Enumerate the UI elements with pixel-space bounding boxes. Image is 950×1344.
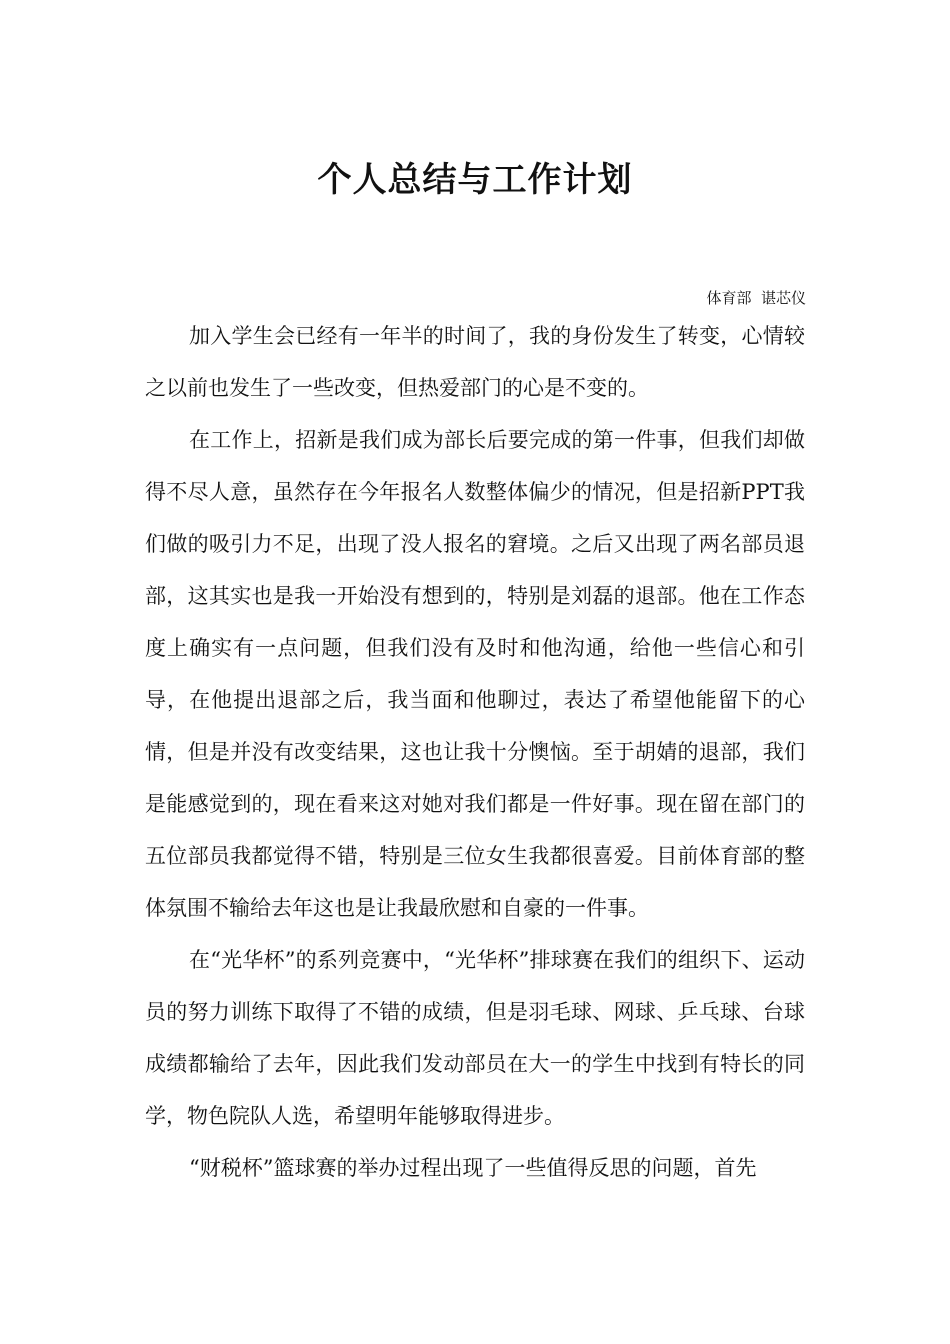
paragraph-1: 加入学生会已经有一年半的时间了，我的身份发生了转变，心情较之以前也发生了一些改变，但热爱部门的心是不变的。 [145,324,805,400]
paragraph-3: 在“光华杯”的系列竞赛中，“光华杯”排球赛在我们的组织下、运动员的努力训练下取得了不错的成绩，但是羽毛球、网球、乒乓球、台球成绩都输给了去年，因此我们发动部员在大一的学生中找到有特长的同学，物色院队人选，希望明年能够取得进步。 [145,948,805,1128]
paragraph-2: 在工作上，招新是我们成为部长后要完成的第一件事，但我们却做得不尽人意，虽然存在今年报名人数整体偏少的情况，但是招新PPT我们做的吸引力不足，出现了没人报名的窘境。之后又出现了两名部员退部，这其实也是我一开始没有想到的，特别是刘磊的退部。他在工作态度上确实有一点问题，但我们没有及时和他沟通，给他一些信心和引导，在他提出退部之后，我当面和他聊过，表达了希望他能留下的心情，但是并没有改变结果，这也让我十分懊恼。至于胡婧的退部，我们是能感觉到的，现在看来这对她对我们都是一件好事。现在留在部门的五位部员我都觉得不错，特别是三位女生我都很喜爱。目前体育部的整体氛围不输给去年这也是让我最欣慰和自豪的一件事。 [145,428,805,920]
paragraph-4: “财税杯”篮球赛的举办过程出现了一些值得反思的问题，首先 [189,1156,757,1180]
author-line: 体育部 谌芯仪 [706,289,806,307]
document-body [145,310,805,1194]
document-title: 个人总结与工作计划 [317,160,633,200]
